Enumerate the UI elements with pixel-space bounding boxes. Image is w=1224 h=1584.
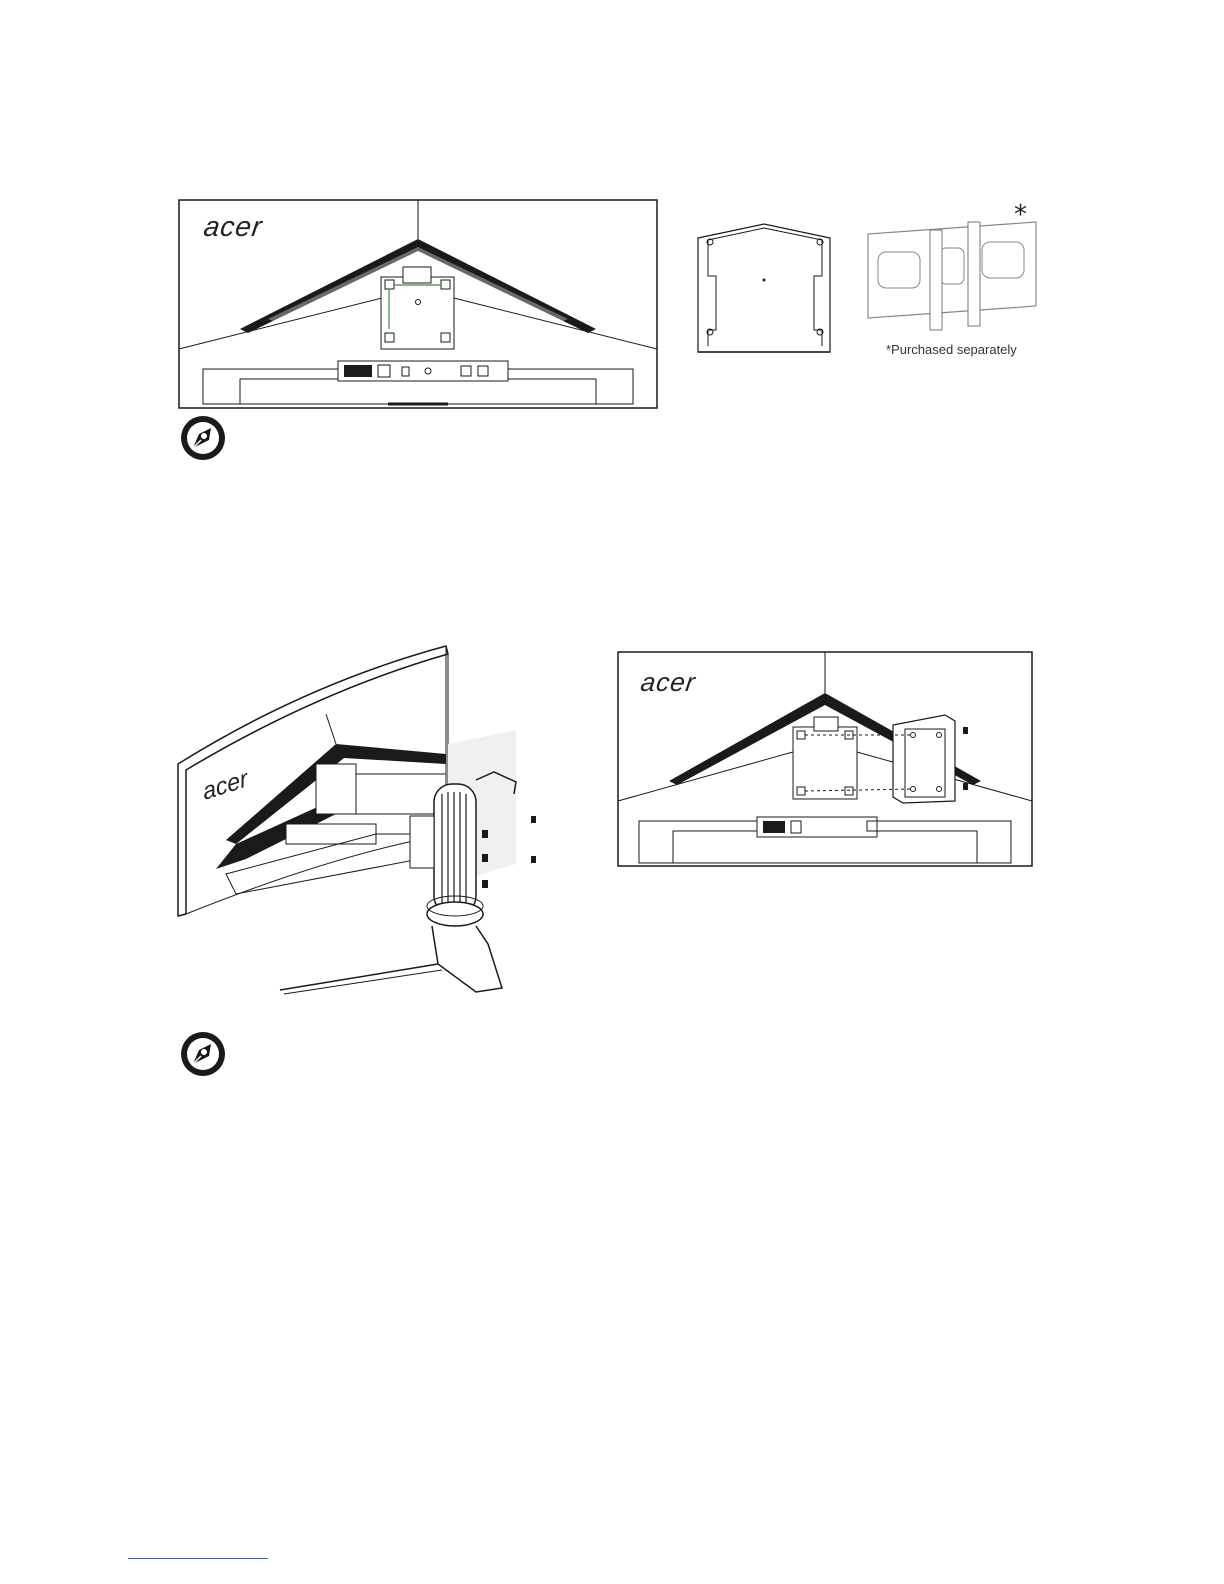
- brand-logo: acer: [200, 764, 250, 807]
- purchased-separately-caption: *Purchased separately: [886, 342, 1017, 357]
- stand-removal-figure: [176, 644, 548, 996]
- purchased-separately-marker: *: [1014, 200, 1027, 230]
- note-pen-icon: [179, 414, 227, 462]
- vesa-bracket-drawing: [694, 220, 836, 358]
- footer-rule: [128, 1558, 268, 1559]
- wall-mount-kit-figure: [864, 200, 1044, 366]
- bracket-attached-figure: [617, 651, 1033, 871]
- brand-logo: acer: [201, 211, 265, 242]
- vesa-bracket-figure: [694, 220, 836, 358]
- note-pen-icon: [179, 1030, 227, 1078]
- brand-logo: acer: [638, 667, 698, 697]
- stand-removal-drawing: [176, 644, 548, 996]
- monitor-rear-figure: [178, 199, 658, 411]
